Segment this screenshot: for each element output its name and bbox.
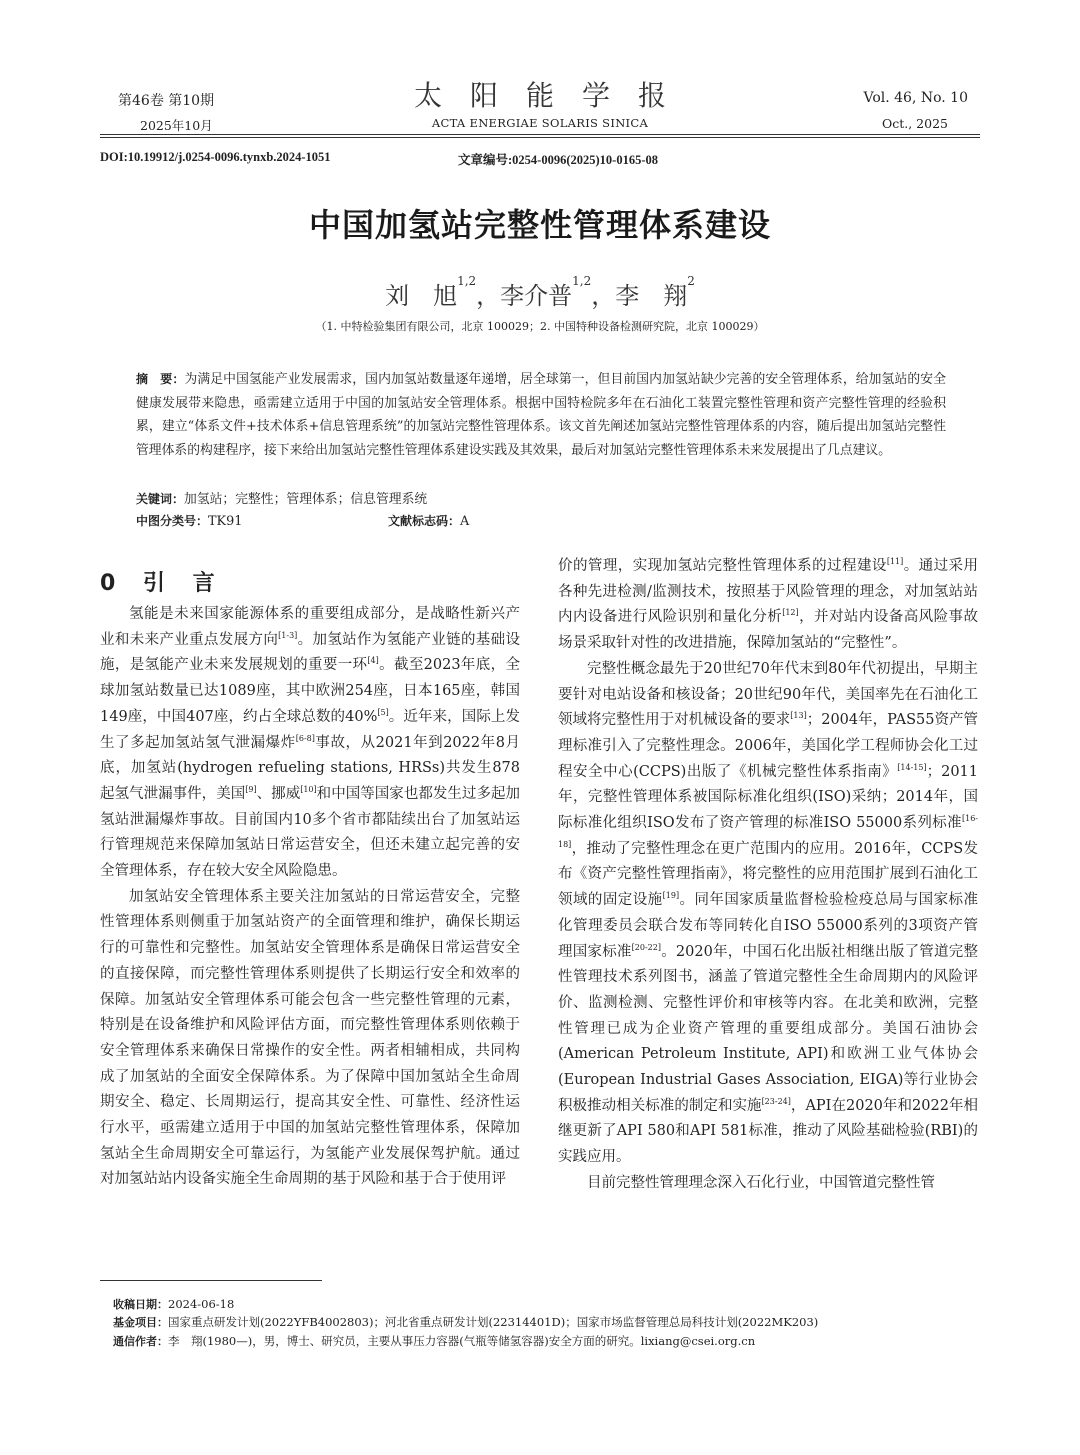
citation: [19] (662, 891, 680, 901)
author-separator: ， (591, 282, 616, 310)
keywords-label: 关键词： (136, 492, 185, 506)
date-cn: 2025年10月 (140, 118, 213, 133)
author-affiliation-mark: 1,2 (457, 274, 477, 288)
paper-title: 中国加氢站完整性管理体系建设 (308, 206, 771, 244)
fund-info: 基金项目：国家重点研发计划(2022YFB4002803)；河北省重点研发计划(22314401D)；国家市场监督管理总局科技计划(2022MK203) (113, 1315, 819, 1329)
document-code (388, 512, 469, 529)
received-date: 收稿日期：2024-06-18 (113, 1297, 235, 1311)
paragraph: 完整性概念最先于20世纪70年代末到80年代初提出，早期主要针对电站设备和核设备；20世纪90年代，美国率先在石油化工领域将完整性用于对机械设备的要求[13]；2004年，PAS55资产管理标准引入了完整性理念。2006年，美国化学工程师协会化工过程安全中心(CCPS)出版了《机械完整性体系指南》[14-15]；2011年，完整性管理体系被国际标准化组织(ISO)采纳；2014年，国际标准化组织ISO发布了资产管理的标准ISO 55000系列标准[16-18]，推动了完整性理念在更广范围内的应用。2016年，CCPS发布《资产完整性管理指南》，将完整性的应用范围扩展到石油化工领域的固定设施[19]。同年国家质量监督检验检疫总局与国家标准化管理委员会联合发布等同转化自ISO 55000系列的3项资产管理国家标准[20-22]。2020年，中国石化出版社相继出版了管道完整性管理技术系列图书，涵盖了管道完整性全生命周期内的风险评价、监测检测、完整性评价和审核等内容。在北美和欧洲，完整性管理已成为企业资产管理的重要组成部分。美国石油协会(American Petroleum Institute, API)和欧洲工业气体协会(European Industrial Gases Association, EIGA)等行业协会积极推动相关标准的制定和实施[23-24]，API在2020年和2022年相继更新了API 580和API 581标准，推动了风险基础检验(RBI)的实践应用。 (558, 660, 979, 1166)
fund-label: 基金项目： (113, 1316, 168, 1329)
paragraph: 氢能是未来国家能源体系的重要组成部分，是战略性新兴产业和未来产业重点发展方向[1-3]。加氢站作为氢能产业链的基础设施，是氢能产业未来发展规划的重要一环[4]。截至2023年底，全球加氢站数量已达1089座，其中欧洲254座，日本165座，韩国149座，中国407座，约占全球总数的40%[5]。近年来，国际上发生了多起加氢站氢气泄漏爆炸[6-8]事故，从2021年到2022年8月底，加氢站(hydrogen refueling stations, HRSs)共发生878起氢气泄漏事件，美国[9]、挪威[10]和中国等国家也都发生过多起加氢站泄漏爆炸事故。目前国内10多个省市都陆续出台了加氢站运行管理规范来保障加氢站日常运营安全，但还未建立起完善的安全管理体系，存在较大安全风险隐患。 (100, 606, 521, 880)
paragraph: 加氢站安全管理体系主要关注加氢站的日常运营安全，完整性管理体系则侧重于加氢站资产的全面管理和维护，确保长期运行的可靠性和完整性。加氢站安全管理体系是确保日常运营安全的直接保障，而完整性管理体系则提供了长期运行安全和效率的保障。加氢站安全管理体系可能会包含一些完整性管理的元素，特别是在设备维护和风险评估方面，而完整性管理体系则依赖于安全管理体系来确保日常操作的安全性。两者相辅相成，共同构成了加氢站的全面安全保障体系。为了保障中国加氢站全生命周期安全、稳定、长周期运行，提高其安全性、可靠性、经济性运行水平，亟需建立适用于中国的加氢站完整性管理体系，保障加氢站全生命周期安全可靠运行，为氢能产业发展保驾护航。通过对加氢站站内设备实施全生命周期的基于风险和基于合于使用评 (100, 888, 520, 1188)
corresponding-author: 通信作者：李 翔(1980—)，男，博士、研究员，主要从事压力容器(气瓶等储氢容器)安全方面的研究。lixiang@csei.org.cn (113, 1334, 756, 1348)
citation: [20-22] (631, 942, 661, 952)
paragraph: 目前完整性管理理念深入石化行业，中国管道完整性管 (587, 1174, 935, 1191)
corresponding-author-label: 通信作者： (113, 1335, 168, 1348)
classification (136, 512, 242, 529)
volume-issue-en: Vol. 46, No. 10 (863, 90, 968, 106)
journal-title-en: ACTA ENERGIAE SOLARIS SINICA (431, 116, 649, 130)
abstract (136, 368, 946, 462)
citation: [10] (300, 785, 317, 795)
citation: [12] (782, 608, 799, 618)
journal-title-cn: 太阳能学报 (413, 79, 694, 112)
header-rule-thin (100, 137, 980, 138)
author-name: 李介普 (500, 282, 573, 310)
classification-number: TK91 (208, 514, 243, 529)
section-heading: 0 引 言 (100, 571, 225, 596)
article-number: 文章编号:0254-0096(2025)10-0165-08 (458, 153, 658, 167)
citation: [5] (377, 707, 389, 717)
received-label: 收稿日期： (113, 1298, 168, 1311)
abstract-label: 摘 要： (136, 372, 185, 386)
document-code-value: A (460, 514, 470, 529)
author-name: 李 翔 (615, 282, 688, 310)
paragraph: 价的管理，实现加氢站完整性管理体系的过程建设[11]。通过采用各种先进检测/监测技术，按照基于风险管理的理念，对加氢站站内内设备进行风险识别和量化分析[12]，并对站内设备高风险事故场景采取针对性的改进措施，保障加氢站的“完整性”。 (558, 557, 979, 652)
doi: DOI:10.19912/j.0254-0096.tynxb.2024-1051 (100, 150, 331, 164)
classification-label: 中图分类号： (136, 514, 209, 528)
abstract-text: 为满足中国氢能产业发展需求，国内加氢站数量逐年递增，居全球第一，但目前国内加氢站缺少完善的安全管理体系，给加氢站的安全健康发展带来隐患，亟需建立适用于中国的加氢站安全管理体系。根据中国特检院多年在石油化工装置完整性管理和资产完整性管理的经验积累，建立“体系文件+技术体系+信息管理系统”的加氢站完整性管理体系。该文首先阐述加氢站完整性管理体系的内容，随后提出加氢站完整性管理体系的构建程序，接下来给出加氢站完整性管理体系建设实践及其效果，最后对加氢站完整性管理体系未来发展提出了几点建议。 (136, 372, 946, 458)
citation: [1-3] (278, 630, 298, 640)
body-column-right (558, 554, 978, 1197)
author-affiliation-mark: 2 (687, 274, 695, 288)
header-rule (100, 134, 980, 135)
author-separator: ， (476, 282, 501, 310)
volume-issue-cn: 第46卷 第10期 (118, 93, 215, 109)
author-name: 刘 旭 (385, 282, 458, 310)
footnote-rule (100, 1280, 322, 1281)
citation: [9] (245, 785, 257, 795)
citation: [13] (790, 711, 807, 721)
citation: [16-18] (558, 814, 978, 849)
keywords (136, 488, 427, 507)
citation: [6-8] (295, 733, 315, 743)
body-column-left (100, 602, 520, 1193)
keywords-text: 加氢站；完整性；管理体系；信息管理系统 (184, 492, 428, 507)
citation: [11] (886, 557, 904, 567)
author-affiliation-mark: 1,2 (572, 274, 592, 288)
document-code-label: 文献标志码： (388, 514, 461, 528)
citation: [14-15] (897, 762, 927, 772)
citation: [23-24] (761, 1096, 791, 1106)
affiliations: （1. 中特检验集团有限公司，北京 100029；2. 中国特种设备检测研究院，北京 100029） (315, 320, 765, 333)
date-en: Oct., 2025 (881, 116, 948, 131)
author-list (0, 276, 1080, 311)
citation: [4] (367, 656, 379, 666)
